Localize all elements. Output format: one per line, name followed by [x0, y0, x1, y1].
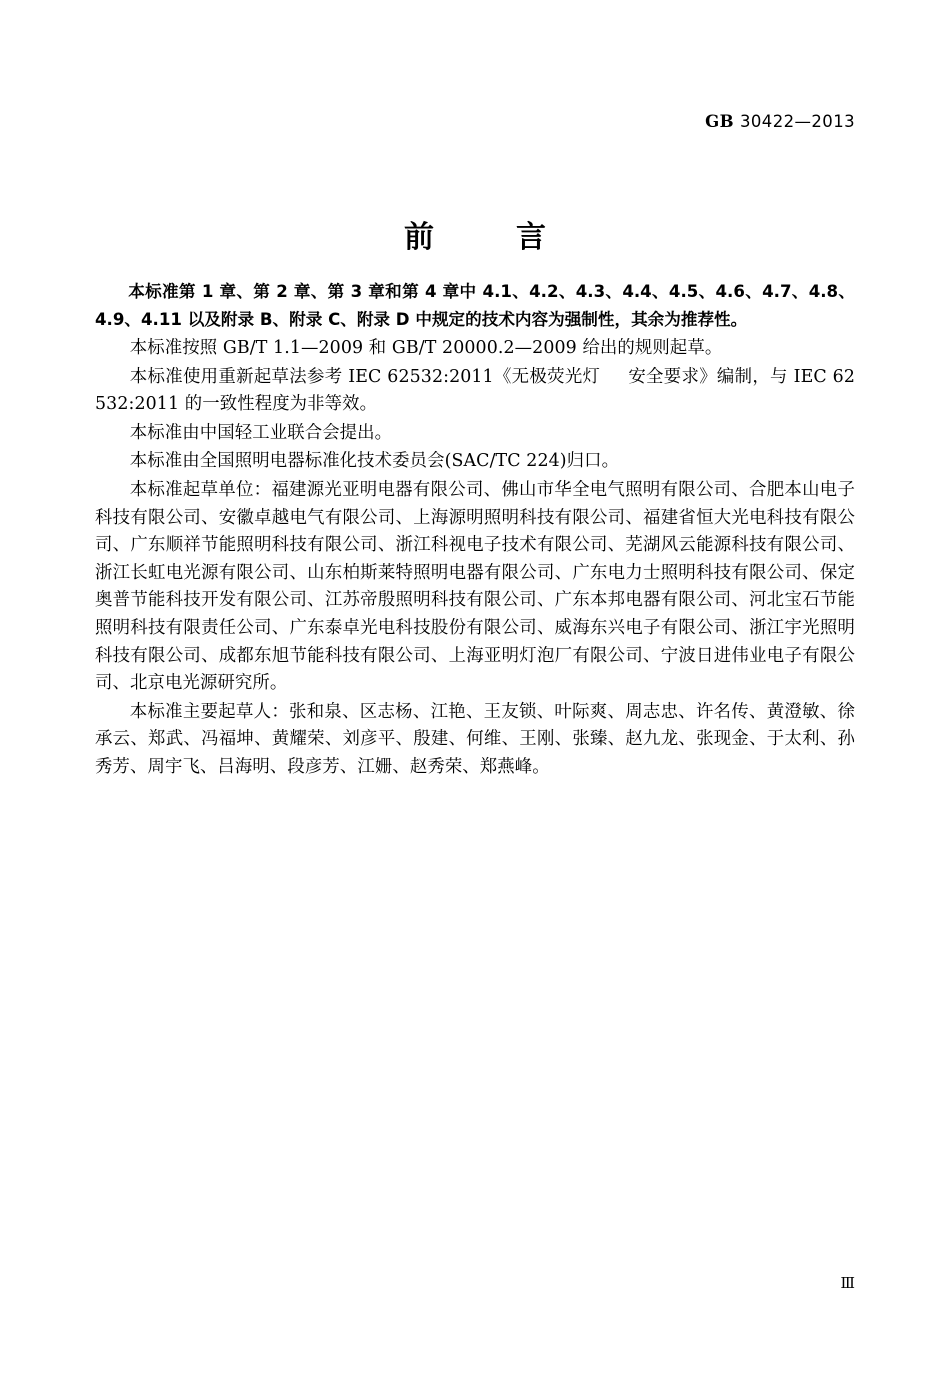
iec-reference-part-1: 本标准使用重新起草法参考 IEC 62532:2011《无极荧光灯: [129, 366, 601, 387]
paragraph-iec-reference: [95, 364, 855, 419]
paragraph-drafting-rules: 本标准按照 GB/T 1.1—2009 和 GB/T 20000.2—2009 给出的规则起草。: [129, 338, 723, 358]
page-title: 前 言: [404, 220, 572, 256]
paragraph-mandatory-clause: 本标准第 1 章、第 2 章、第 3 章和第 4 章中 4.1、4.2、4.3、4.4、4.5、4.6、4.7、4.8、4.9、4.11 以及附录 B、附录 C、附录 D 中规定的技术内容为强制性，其余为推荐性。: [95, 282, 855, 329]
page-number: Ⅲ: [840, 1274, 855, 1292]
foreword-body: [95, 278, 855, 783]
paragraph-proposed-by: 本标准由中国轻工业联合会提出。: [129, 422, 393, 443]
iec-reference-part-2: 安全要求》编制，与 IEC 62532:2011 的一致性程度为非等效。: [95, 366, 855, 415]
paragraph-jurisdiction: 本标准由全国照明电器标准化技术委员会(SAC/TC 224)归口。: [129, 451, 620, 472]
paragraph-main-drafters: 本标准主要起草人：张和泉、区志杨、江艳、王友锁、叶际爽、周志忠、许名传、黄澄敏、徐承云、郑武、冯福坤、黄耀荣、刘彦平、殷建、何维、王刚、张臻、赵九龙、张现金、于太利、孙秀芳、周宇飞、吕海明、段彦芳、江姗、赵秀荣、郑燕峰。: [95, 701, 855, 777]
standard-prefix: GB: [705, 112, 735, 131]
paragraph-drafting-organizations: 本标准起草单位：福建源光亚明电器有限公司、佛山市华全电气照明有限公司、合肥本山电子科技有限公司、安徽卓越电气有限公司、上海源明照明科技有限公司、福建省恒大光电科技有限公司、广东顺祥节能照明科技有限公司、浙江科视电子技术有限公司、芜湖风云能源科技有限公司、浙江长虹电光源有限公司、山东柏斯莱特照明电器有限公司、广东电力士照明科技有限公司、保定奥普节能科技开发有限公司、江苏帝殷照明科技有限公司、广东本邦电器有限公司、河北宝石节能照明科技有限责任公司、广东泰卓光电科技股份有限公司、威海东兴电子有限公司、浙江宇光照明科技有限公司、成都东旭节能科技有限公司、上海亚明灯泡厂有限公司、宁波日进伟业电子有限公司、北京电光源研究所。: [95, 479, 855, 694]
standard-code: 30422—2013: [740, 112, 855, 131]
running-header: [0, 112, 855, 131]
